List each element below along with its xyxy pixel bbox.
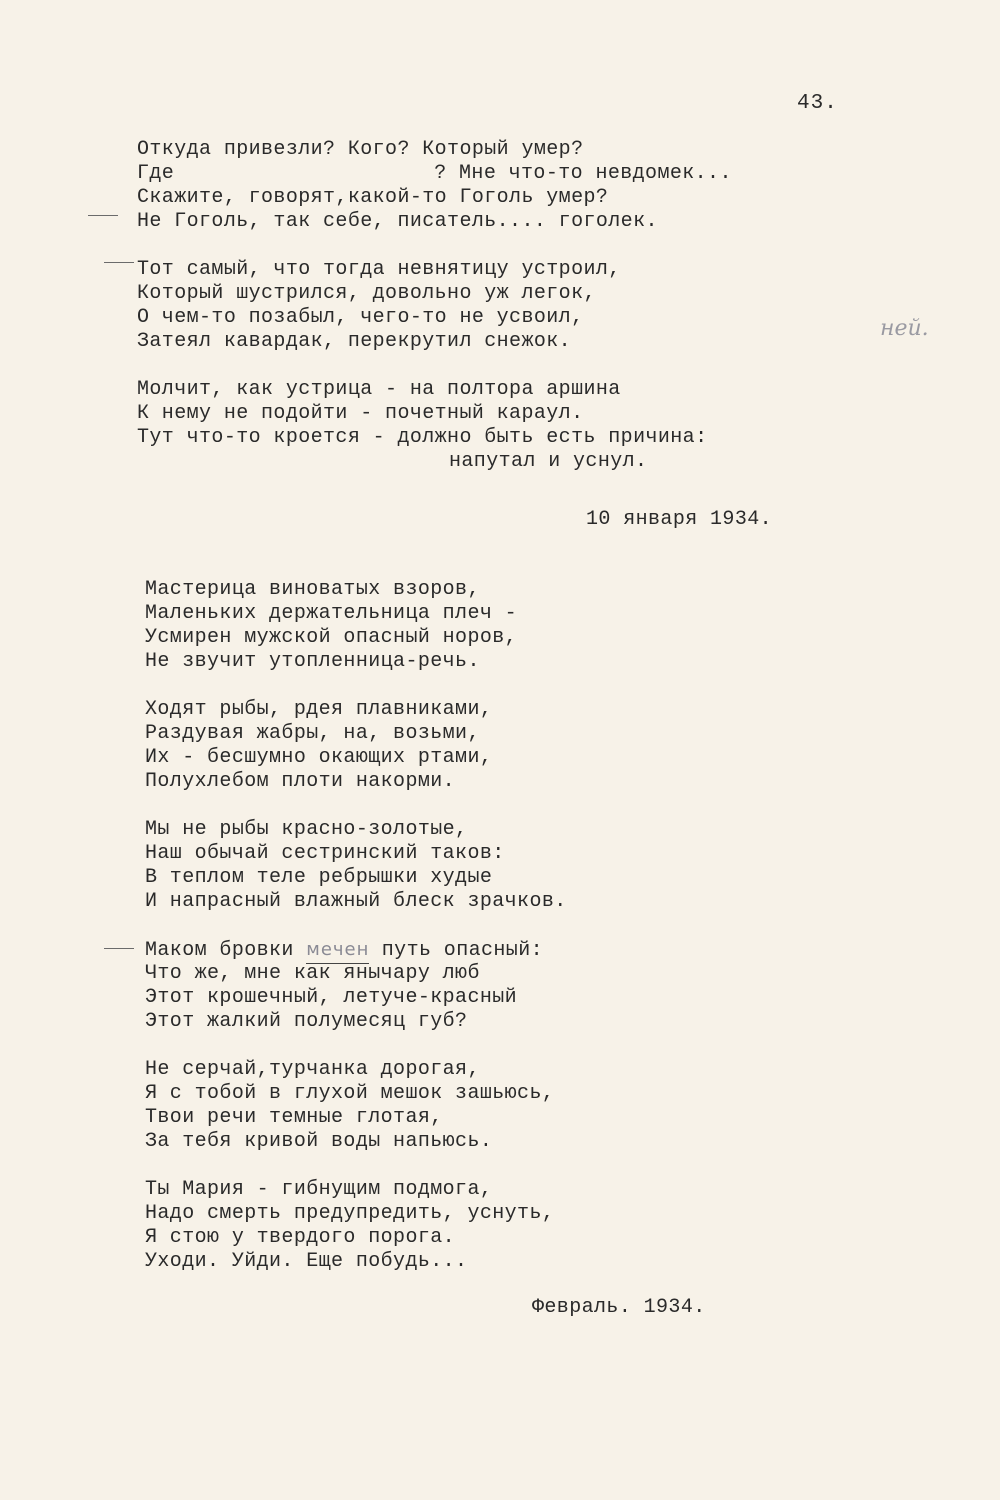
poem-line: За тебя кривой воды напьюсь. bbox=[145, 1130, 493, 1153]
poem-line: Маленьких держательница плеч - bbox=[145, 602, 518, 625]
handwritten-word: мечен bbox=[306, 938, 369, 964]
poem-line: Ходят рыбы, рдея плавниками, bbox=[145, 698, 493, 721]
stanza bbox=[145, 1178, 665, 1274]
poem-line: Затеял кавардак, перекрутил снежок. bbox=[137, 330, 572, 353]
poem-line: Ты Мария - гибнущим подмога, bbox=[145, 1178, 493, 1201]
poem-line-end: ? Мне что-то невдомек... bbox=[434, 162, 732, 185]
stanza bbox=[145, 818, 665, 914]
poem-line-end: путь опасный: bbox=[381, 939, 544, 962]
stanza bbox=[145, 578, 665, 674]
margin-dash-mark bbox=[88, 215, 118, 216]
poem-line: Уходи. Уйди. Еще побудь... bbox=[145, 1250, 468, 1273]
poem-line: И напрасный влажный блеск зрачков. bbox=[145, 890, 567, 913]
poem-line: Их - бесшумно окающих ртами, bbox=[145, 746, 493, 769]
stanza bbox=[145, 698, 665, 794]
poem-line: К нему не подойти - почетный караул. bbox=[137, 402, 584, 425]
stanza bbox=[137, 378, 807, 474]
poem-line: В теплом теле ребрышки худые bbox=[145, 866, 493, 889]
poem-line: Не серчай,турчанка дорогая, bbox=[145, 1058, 480, 1081]
poem-line: Откуда привезли? Кого? Который умер? bbox=[137, 138, 584, 161]
poem-line: Мы не рыбы красно-золотые, bbox=[145, 818, 468, 841]
stanza bbox=[137, 258, 807, 354]
stanza bbox=[145, 1058, 665, 1154]
stanza bbox=[145, 938, 665, 1034]
poem-line-start: Маком бровки bbox=[145, 939, 294, 962]
poem-line bbox=[137, 162, 807, 186]
poem-1-date: 10 января 1934. bbox=[586, 508, 773, 531]
poem-line: напутал и уснул. bbox=[449, 450, 648, 473]
handwritten-margin-note: ней. bbox=[880, 316, 929, 341]
poem-line: Молчит, как устрица - на полтора аршина bbox=[137, 378, 621, 401]
poem-line: Скажите, говорят,какой-то Гоголь умер? bbox=[137, 186, 609, 209]
poem-line: Усмирен мужской опасный норов, bbox=[145, 626, 518, 649]
poem-line: Наш обычай сестринский таков: bbox=[145, 842, 505, 865]
poem-line: О чем-то позабыл, чего-то не усвоил, bbox=[137, 306, 584, 329]
poem-line: Раздувая жабры, на, возьми, bbox=[145, 722, 480, 745]
poem-2-date: Февраль. 1934. bbox=[532, 1296, 706, 1319]
poem-line bbox=[145, 938, 665, 962]
poem-line: Не звучит утопленница-речь. bbox=[145, 650, 480, 673]
poem-2 bbox=[145, 578, 665, 1298]
poem-line: Твои речи темные глотая, bbox=[145, 1106, 443, 1129]
stanza bbox=[137, 138, 807, 234]
poem-line: Я с тобой в глухой мешок зашьюсь, bbox=[145, 1082, 555, 1105]
poem-line: Тот самый, что тогда невнятицу устроил, bbox=[137, 258, 621, 281]
margin-dash-mark bbox=[104, 948, 134, 949]
page-number: 43. bbox=[797, 92, 838, 115]
poem-line: Не Гоголь, так себе, писатель.... гоголек. bbox=[137, 210, 658, 233]
poem-line: Я стою у твердого порога. bbox=[145, 1226, 456, 1249]
poem-line: Надо смерть предупредить, уснуть, bbox=[145, 1202, 555, 1225]
poem-1 bbox=[137, 138, 807, 498]
poem-line: Этот жалкий полумесяц губ? bbox=[145, 1010, 468, 1033]
poem-line-start: Где bbox=[137, 162, 175, 185]
poem-line: Который шустрился, довольно уж легок, bbox=[137, 282, 596, 305]
margin-dash-mark bbox=[104, 262, 134, 263]
poem-line: Что же, мне как янычару люб bbox=[145, 962, 480, 985]
poem-line: Тут что-то кроется - должно быть есть причина: bbox=[137, 426, 708, 449]
poem-line: Полухлебом плоти накорми. bbox=[145, 770, 456, 793]
poem-line: Этот крошечный, летуче-красный bbox=[145, 986, 518, 1009]
poem-line: Мастерица виноватых взоров, bbox=[145, 578, 480, 601]
